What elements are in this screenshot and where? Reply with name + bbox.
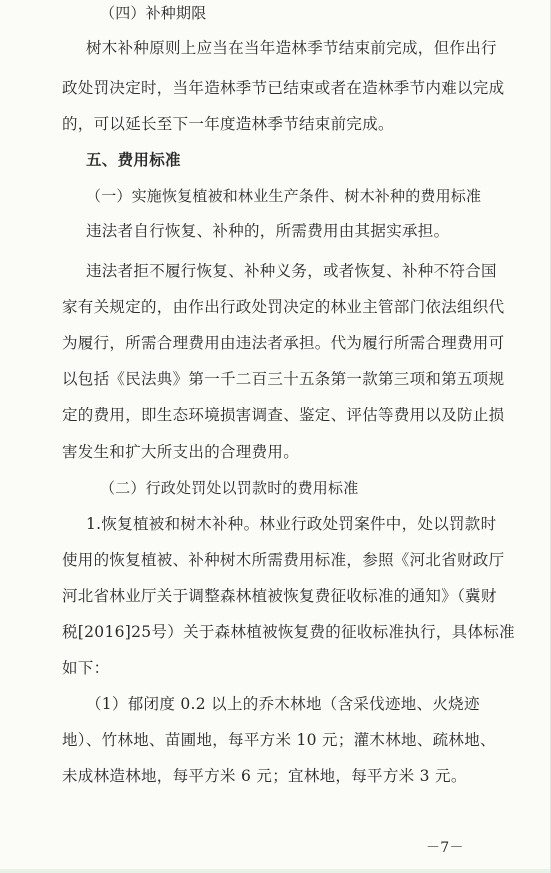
item-1-subitem-line-3: 未成林造林地，每平方米 6 元；宜林地，每平方米 3 元。 xyxy=(62,767,467,785)
page-bottom-edge xyxy=(0,869,551,873)
subsection-1-paragraph-2-line-4: 以包括《民法典》第一千二百三十五条第一款第三项和第五项规 xyxy=(62,370,505,388)
subsection-2-heading: （二）行政处罚处以罚款时的费用标准 xyxy=(100,479,359,497)
section-4-paragraph-line-3: 的，可以延长至下一年度造林季节结束前完成。 xyxy=(62,115,394,133)
page-number: －7－ xyxy=(426,840,464,856)
item-1-line-5: 如下： xyxy=(62,659,110,677)
item-1-subitem-line-2: 地）、竹林地、苗圃地，每平方米 10 元；灌木林地、疏林地、 xyxy=(62,731,496,749)
subsection-1-paragraph-2-line-2: 家有关规定的，由作出行政处罚决定的林业主管部门依法组织代 xyxy=(62,298,505,316)
item-1-line-3: 河北省林业厅关于调整森林植被恢复费征收标准的通知》（冀财 xyxy=(62,587,497,605)
section-4-paragraph-line-1: 树木补种原则上应当在当年造林季节结束前完成，但作出行 xyxy=(86,39,497,57)
subsection-1-paragraph-2-line-6: 害发生和扩大所支出的合理费用。 xyxy=(62,443,300,461)
item-1-line-1: 1.恢复植被和树木补种。林业行政处罚案件中，处以罚款时 xyxy=(86,515,497,533)
subsection-1-paragraph-2-line-1: 违法者拒不履行恢复、补种义务，或者恢复、补种不符合国 xyxy=(86,262,497,280)
part-5-heading: 五、费用标准 xyxy=(86,150,181,169)
item-1-line-4: 税[2016]25号）关于森林植被恢复费的征收标准执行，具体标准 xyxy=(62,623,515,641)
section-4-paragraph-line-2: 政处罚决定时，当年造林季节已结束或者在造林季节内难以完成 xyxy=(62,79,505,97)
item-1-subitem-line-1: （1）郁闭度 0.2 以上的乔木林地（含采伐迹地、火烧迹 xyxy=(86,695,480,713)
item-1-line-2: 使用的恢复植被、补种树木所需费用标准，参照《河北省财政厅 xyxy=(62,551,505,569)
subsection-1-heading: （一）实施恢复植被和林业生产条件、树木补种的费用标准 xyxy=(86,187,482,205)
subsection-1-paragraph-2-line-3: 为履行，所需合理费用由违法者承担。代为履行所需合理费用可 xyxy=(62,334,505,352)
section-4-heading: （四）补种期限 xyxy=(100,4,207,22)
subsection-1-paragraph-1: 违法者自行恢复、补种的，所需费用由其据实承担。 xyxy=(86,222,450,240)
subsection-1-paragraph-2-line-5: 定的费用，即生态环境损害调查、鉴定、评估等费用以及防止损 xyxy=(62,406,505,424)
